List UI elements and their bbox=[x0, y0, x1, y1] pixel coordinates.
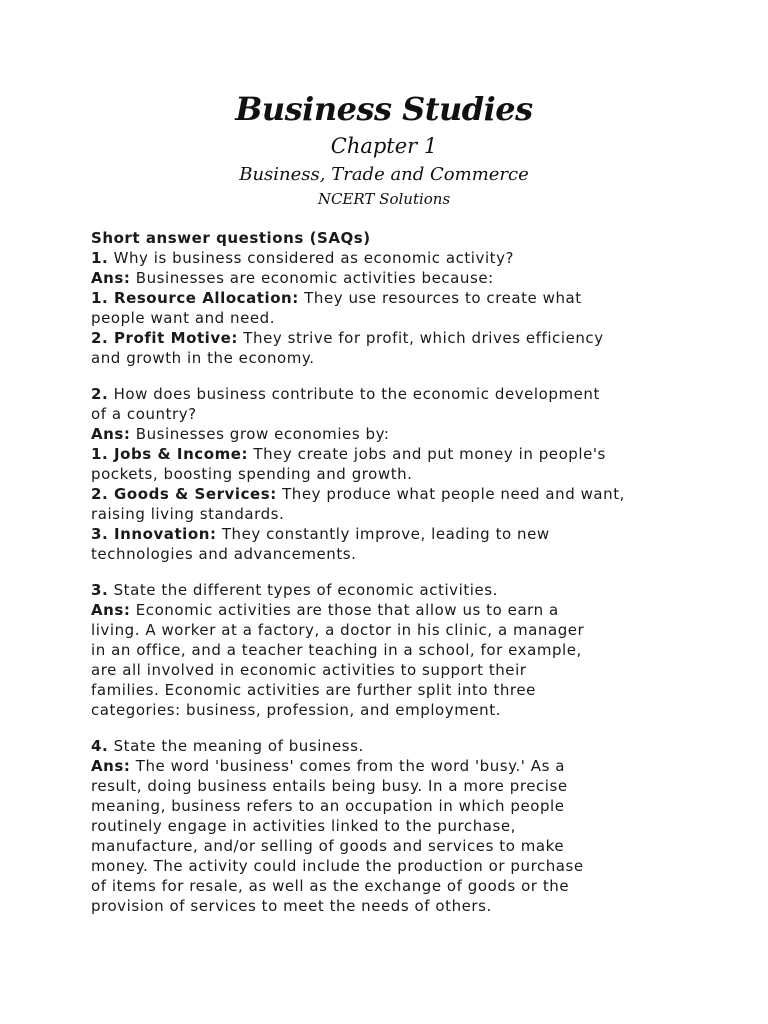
answer-2-point-2-cont: raising living standards. bbox=[91, 505, 285, 523]
answer-4-line-8: provision of services to meet the needs of others. bbox=[91, 897, 492, 915]
question-block-1 bbox=[91, 228, 681, 368]
document-title: Business Studies bbox=[235, 90, 533, 128]
chapter-heading: Chapter 1 bbox=[330, 134, 438, 158]
question-block-4 bbox=[91, 736, 681, 916]
question-3: 3. State the different types of economic activities. bbox=[91, 581, 498, 599]
answer-2-intro: Ans: Businesses grow economies by: bbox=[91, 425, 390, 443]
answer-3-line-1: Ans: Economic activities are those that allow us to earn a bbox=[91, 601, 559, 619]
answer-4-line-6: money. The activity could include the production or purchase bbox=[91, 857, 584, 875]
answer-3-line-3: in an office, and a teacher teaching in a school, for example, bbox=[91, 641, 582, 659]
question-2-cont: of a country? bbox=[91, 405, 197, 423]
answer-3-line-2: living. A worker at a factory, a doctor in his clinic, a manager bbox=[91, 621, 585, 639]
answer-3-line-4: are all involved in economic activities to support their bbox=[91, 661, 527, 679]
answer-4-line-4: routinely engage in activities linked to the purchase, bbox=[91, 817, 516, 835]
answer-1-point-1-cont: people want and need. bbox=[91, 309, 276, 327]
question-block-3 bbox=[91, 580, 681, 720]
answer-1-point-1: 1. Resource Allocation: They use resources to create what bbox=[91, 289, 582, 307]
answer-4-line-7: of items for resale, as well as the exchange of goods or the bbox=[91, 877, 570, 895]
chapter-subtitle: Business, Trade and Commerce bbox=[239, 164, 529, 185]
answer-4-line-5: manufacture, and/or selling of goods and services to make bbox=[91, 837, 565, 855]
answer-4-line-1: Ans: The word 'business' comes from the word 'busy.' As a bbox=[91, 757, 565, 775]
answer-3-line-5: families. Economic activities are further split into three bbox=[91, 681, 536, 699]
question-4: 4. State the meaning of business. bbox=[91, 737, 364, 755]
answer-2-point-1: 1. Jobs & Income: They create jobs and put money in people's bbox=[91, 445, 606, 463]
question-2: 2. How does business contribute to the economic development bbox=[91, 385, 600, 403]
answer-4-line-2: result, doing business entails being busy. In a more precise bbox=[91, 777, 568, 795]
section-title: Short answer questions (SAQs) bbox=[91, 229, 371, 247]
answer-2-point-2: 2. Goods & Services: They produce what people need and want, bbox=[91, 485, 625, 503]
answer-2-point-3-cont: technologies and advancements. bbox=[91, 545, 357, 563]
answer-3-line-6: categories: business, profession, and employment. bbox=[91, 701, 501, 719]
solutions-label: NCERT Solutions bbox=[317, 190, 451, 208]
answer-1-point-2-cont: and growth in the economy. bbox=[91, 349, 315, 367]
answer-1-intro: Ans: Businesses are economic activities because: bbox=[91, 269, 494, 287]
answer-2-point-3: 3. Innovation: They constantly improve, leading to new bbox=[91, 525, 550, 543]
answer-4-line-3: meaning, business refers to an occupation in which people bbox=[91, 797, 565, 815]
question-1: 1. Why is business considered as economic activity? bbox=[91, 249, 515, 267]
answer-1-point-2: 2. Profit Motive: They strive for profit, which drives efficiency bbox=[91, 329, 604, 347]
document-body bbox=[91, 228, 681, 932]
answer-2-point-1-cont: pockets, boosting spending and growth. bbox=[91, 465, 413, 483]
question-block-2 bbox=[91, 384, 681, 564]
